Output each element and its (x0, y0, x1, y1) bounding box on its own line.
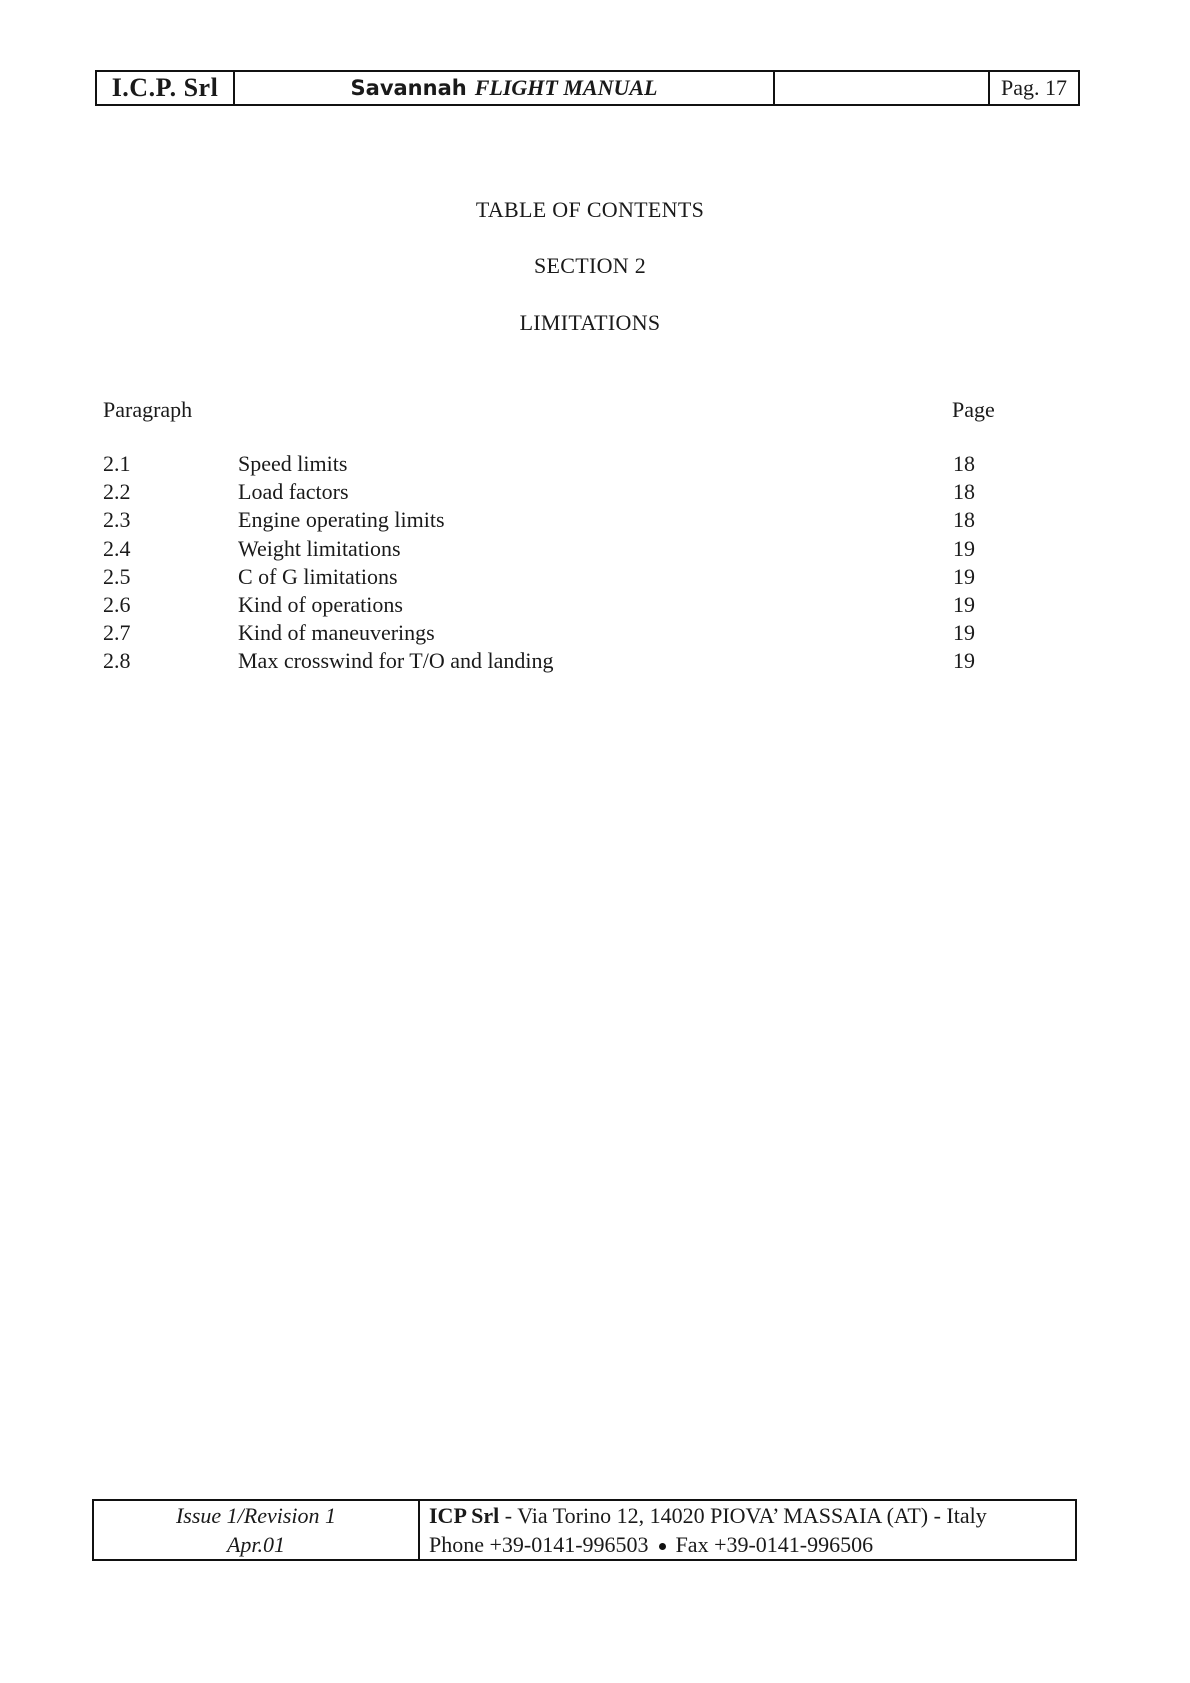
toc-row-page: 19 (953, 648, 975, 674)
toc-row (103, 535, 1023, 563)
toc-row (103, 619, 1023, 647)
toc-row (103, 478, 1023, 506)
footer-contact-cell (420, 1501, 1075, 1559)
toc-row-page: 19 (953, 563, 975, 589)
toc-row-number: 2.7 (103, 620, 131, 646)
footer-address: - Via Torino 12, 14020 PIOVA’ MASSAIA (AT) - Italy (499, 1503, 987, 1528)
toc-row (103, 591, 1023, 619)
footer-company: ICP Srl (429, 1503, 500, 1528)
toc-row-label: C of G limitations (238, 563, 398, 589)
toc-column-page: Page (952, 397, 995, 422)
footer-address-line (429, 1501, 1075, 1530)
toc-row-label: Load factors (238, 479, 349, 505)
toc-row-label: Kind of operations (238, 591, 403, 617)
toc-row-label: Max crosswind for T/O and landing (238, 648, 554, 674)
toc-row (103, 647, 1023, 675)
toc-row-number: 2.5 (103, 563, 131, 589)
toc-row (103, 563, 1023, 591)
toc-row (103, 506, 1023, 534)
toc-row-page: 18 (953, 507, 975, 533)
footer-phone-line (429, 1530, 1075, 1559)
toc-row-page: 18 (953, 451, 975, 476)
footer-date: Apr.01 (226, 1532, 286, 1557)
toc-row-number: 2.4 (103, 535, 131, 561)
toc-row-label: Weight limitations (238, 535, 401, 561)
header-page-number: Pag. 17 (1001, 75, 1067, 100)
toc-row-number: 2.6 (103, 591, 131, 617)
toc-row-number: 2.8 (103, 648, 131, 674)
page-header (95, 70, 1080, 106)
toc-list (103, 450, 1023, 676)
toc-row-page: 19 (953, 591, 975, 617)
toc-row (103, 450, 1023, 478)
section-subtitle: LIMITATIONS (519, 310, 661, 335)
header-blank-cell (775, 72, 990, 104)
toc-row-page: 19 (953, 620, 975, 646)
toc-row-label: Kind of maneuverings (238, 620, 435, 646)
toc-row-page: 18 (953, 479, 975, 505)
footer-revision-cell (94, 1501, 420, 1559)
header-company: I.C.P. Srl (97, 72, 235, 104)
bullet-icon (659, 1543, 666, 1550)
header-manual: FLIGHT MANUAL (474, 75, 658, 100)
header-title (235, 72, 775, 104)
toc-row-label: Speed limits (238, 451, 348, 476)
toc-row-page: 19 (953, 535, 975, 561)
footer-fax: Fax +39-0141-996506 (675, 1532, 874, 1557)
toc-row-number: 2.2 (103, 479, 131, 505)
footer-phone: Phone +39-0141-996503 (429, 1532, 649, 1557)
header-brand: Savannah (350, 76, 467, 100)
footer-issue: Issue 1/Revision 1 (175, 1503, 337, 1528)
section-title: SECTION 2 (533, 253, 647, 278)
toc-column-paragraph: Paragraph (103, 397, 193, 422)
toc-row-label: Engine operating limits (238, 507, 445, 533)
page-footer (92, 1499, 1077, 1561)
toc-title: TABLE OF CONTENTS (475, 197, 705, 222)
toc-row-number: 2.3 (103, 507, 131, 533)
toc-row-number: 2.1 (103, 451, 131, 476)
